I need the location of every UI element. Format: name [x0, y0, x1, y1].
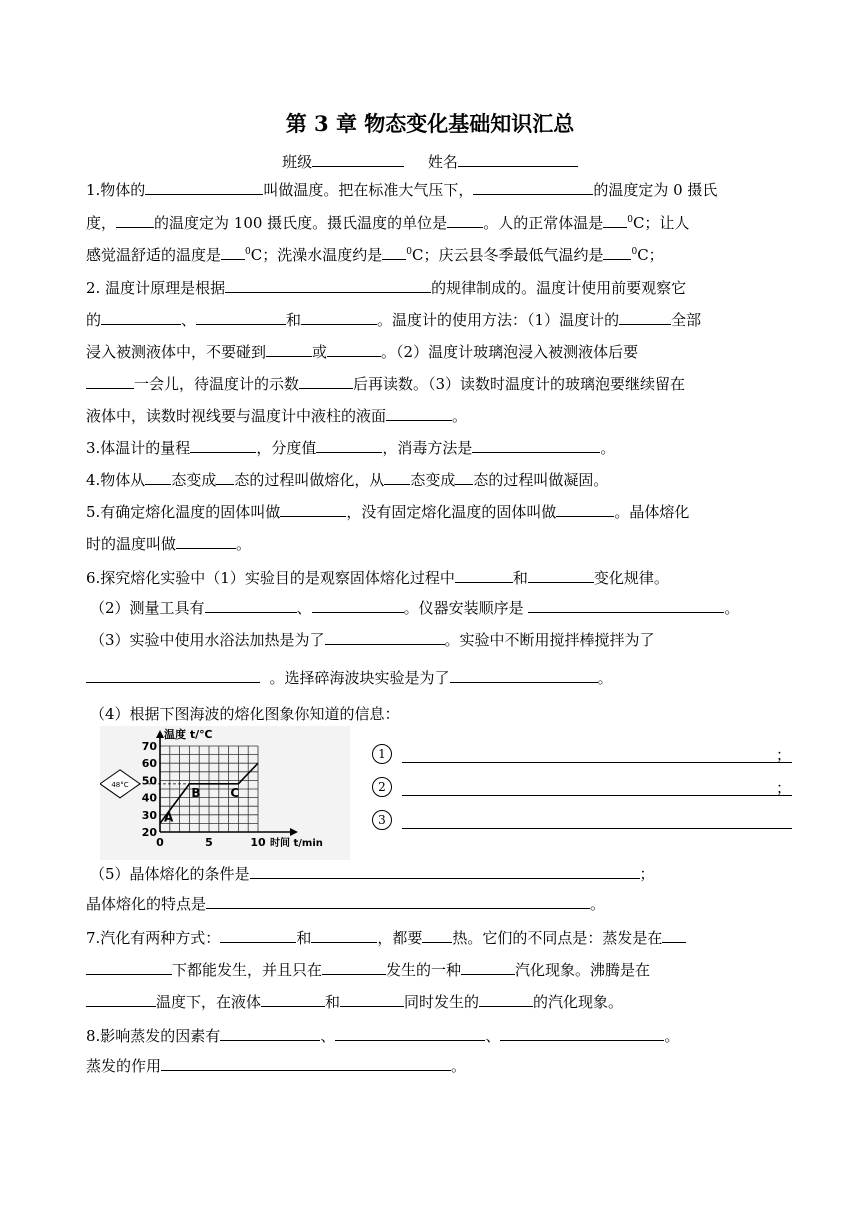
q7-text-e: 下都能发生，并且只在: [172, 961, 323, 979]
q1-text-j: C；庆云县冬季最低气温约是: [411, 246, 604, 264]
blank[interactable]: [500, 1024, 664, 1041]
blank[interactable]: [225, 276, 431, 293]
blank[interactable]: [220, 1024, 320, 1041]
page-title: 第 3 章 物态变化基础知识汇总: [285, 111, 575, 136]
q4-text-c: 态的过程叫做熔化，从: [234, 471, 385, 489]
q3-text-a: 3.体温计的量程: [86, 439, 191, 457]
blank[interactable]: [327, 340, 381, 357]
degree-mark: 0: [406, 247, 412, 257]
q1-text-i: C；洗澡水温度约是: [250, 246, 383, 264]
blank[interactable]: [479, 990, 533, 1007]
blank[interactable]: [340, 990, 404, 1007]
q5-text-d: 时的温度叫做: [86, 535, 177, 553]
q6-text-g: 。: [724, 599, 740, 617]
blank[interactable]: [603, 243, 631, 260]
degree-mark: 0: [631, 247, 638, 257]
q7-line2: [86, 958, 650, 980]
q1-text-b: 叫做温度。把在标准大气压下，: [263, 181, 474, 199]
q2-line4: [86, 372, 685, 394]
y-tick-label: 70: [141, 740, 157, 753]
q7-text-f: 发生的一种: [386, 961, 462, 979]
degree-mark: 0: [245, 247, 251, 257]
q6-text-n: ；: [639, 865, 655, 883]
class-label: 班级: [282, 153, 313, 171]
blank[interactable]: [250, 862, 640, 879]
q5-line1: [86, 500, 689, 522]
answer-line-1[interactable]: [402, 761, 792, 763]
q8-text-d: 。: [664, 1027, 680, 1045]
q6-text-f: 。仪器安装顺序是: [403, 599, 524, 617]
q6-line7: [86, 892, 605, 914]
blank[interactable]: [461, 958, 515, 975]
q5-text-a: 5.有确定熔化温度的固体叫做: [86, 503, 281, 521]
y-tick-label: 40: [141, 791, 157, 805]
q2-text-g: 全部: [671, 311, 702, 329]
q6-text-h: （3）实验中使用水浴法加热是为了: [90, 631, 325, 649]
blank[interactable]: [528, 566, 594, 583]
q7-text-k: 的汽化现象。: [533, 993, 624, 1011]
blank[interactable]: [145, 468, 171, 485]
q7-text-b: 和: [296, 929, 312, 947]
q2-text-a: 2. 温度计原理是根据: [86, 279, 226, 297]
q6-text-j: 。选择碎海波块实验是为了: [269, 669, 450, 687]
q6-text-o: 晶体熔化的特点是: [86, 895, 207, 913]
blank[interactable]: [86, 372, 134, 389]
blank[interactable]: [266, 340, 312, 357]
q8-text-b: 、: [320, 1027, 336, 1045]
blank[interactable]: [662, 926, 686, 943]
q1-text-e: 的温度定为 100 摄氏度。摄氏温度的单位是: [154, 214, 448, 232]
class-name-row: [0, 150, 860, 172]
q8-text-a: 8.影响蒸发的因素有: [86, 1027, 221, 1045]
blank[interactable]: [455, 566, 513, 583]
q1-line2: [86, 210, 689, 233]
q1-text-d: 度，: [86, 214, 117, 232]
q6-line4: [86, 666, 613, 688]
blank[interactable]: [386, 404, 452, 421]
q5-text-c: 。晶体熔化: [614, 503, 690, 521]
q7-line1: [86, 926, 686, 948]
blank[interactable]: [196, 308, 286, 325]
blank[interactable]: [190, 436, 256, 453]
q6-text-e: 、: [296, 599, 312, 617]
blank[interactable]: [455, 468, 473, 485]
q6-text-l: （4）根据下图海波的熔化图象你知道的信息：: [90, 705, 400, 723]
q6-line5: [90, 704, 400, 724]
q6-text-m: （5）晶体熔化的条件是: [90, 865, 250, 883]
q2-text-h: 浸入被测液体中，不要碰到: [86, 343, 267, 361]
q2-text-m: 液体中，读数时视线要与温度计中液柱的液面: [86, 407, 387, 425]
answer-line-2[interactable]: [402, 794, 792, 796]
q6-line1: [86, 566, 669, 588]
blank[interactable]: [473, 178, 593, 195]
q3-text-d: 。: [600, 439, 616, 457]
blank[interactable]: [161, 1054, 451, 1071]
q2-text-j: 。（2）温度计玻璃泡浸入被测液体后要: [381, 343, 639, 361]
q7-line3: [86, 990, 623, 1012]
class-blank[interactable]: [312, 150, 404, 167]
q7-text-i: 和: [325, 993, 341, 1011]
blank[interactable]: [335, 1024, 485, 1041]
q8-line1: [86, 1024, 679, 1046]
q7-text-g: 汽化现象。沸腾是在: [515, 961, 651, 979]
q3-line: [86, 436, 615, 458]
q3-text-b: ，分度值: [256, 439, 317, 457]
q8-text-f: 。: [451, 1057, 467, 1075]
q1-line1: [86, 178, 717, 200]
blank[interactable]: [603, 211, 627, 228]
q4-text-d: 态变成: [410, 471, 456, 489]
blank[interactable]: [216, 468, 234, 485]
blank[interactable]: [145, 178, 263, 195]
x-tick-label: 10: [250, 836, 266, 849]
q4-line: [86, 468, 608, 490]
q6-text-k: 。: [597, 669, 613, 687]
y-tick-label: 50: [141, 774, 157, 788]
q6-text-b: 和: [512, 569, 528, 587]
blank[interactable]: [280, 500, 346, 517]
blank[interactable]: [176, 532, 236, 549]
q5-text-e: 。: [236, 535, 252, 553]
blank[interactable]: [205, 596, 297, 613]
blank[interactable]: [86, 958, 172, 975]
blank[interactable]: [312, 596, 404, 613]
q7-text-a: 7.汽化有两种方式：: [86, 929, 221, 947]
y-tick-label: 30: [141, 808, 157, 822]
q3-text-c: ，消毒方法是: [382, 439, 473, 457]
blank[interactable]: [86, 990, 156, 1007]
blank[interactable]: [299, 372, 353, 389]
q6-line3: [90, 628, 655, 650]
q2-line3: [86, 340, 638, 362]
q8-text-c: 、: [485, 1027, 501, 1045]
blank[interactable]: [382, 243, 406, 260]
blank[interactable]: [301, 308, 377, 325]
blank[interactable]: [86, 666, 260, 683]
q5-text-b: ，没有固定熔化温度的固体叫做: [346, 503, 557, 521]
blank[interactable]: [472, 436, 600, 453]
blank[interactable]: [316, 436, 382, 453]
y-tick-label: 60: [141, 757, 157, 771]
q1-text-f: 。人的正常体温是: [483, 214, 604, 232]
q6-line6: [90, 862, 655, 884]
semicolon-2: ；: [776, 779, 792, 797]
q2-text-d: 、: [181, 311, 197, 329]
point-label: C: [230, 785, 240, 800]
blank[interactable]: [221, 243, 245, 260]
blank[interactable]: [101, 308, 181, 325]
blank[interactable]: [450, 666, 598, 683]
point-label: A: [164, 810, 174, 825]
blank[interactable]: [619, 308, 671, 325]
blank[interactable]: [116, 211, 154, 228]
callout-label: 48°C: [111, 780, 129, 789]
blank[interactable]: [422, 926, 452, 943]
blank[interactable]: [322, 958, 386, 975]
q5-line2: [86, 532, 251, 554]
answer-line-3[interactable]: [402, 827, 792, 829]
blank[interactable]: [261, 990, 325, 1007]
blank[interactable]: [206, 892, 590, 909]
q2-text-b: 的规律制成的。温度计使用前要观察它: [431, 279, 687, 297]
degree-mark: 0: [627, 215, 633, 225]
q2-text-n: 。: [452, 407, 468, 425]
q8-line2: [86, 1054, 466, 1076]
name-label: 姓名: [427, 153, 458, 171]
q2-line1: [86, 276, 686, 298]
q6-line2: [90, 596, 739, 618]
blank[interactable]: [384, 468, 410, 485]
q2-text-c: 的: [86, 311, 102, 329]
q8-text-e: 蒸发的作用: [86, 1057, 162, 1075]
q1-text-c: 的温度定为 0 摄氏: [593, 181, 718, 199]
q2-line2: [86, 308, 701, 330]
q6-text-a: 6.探究熔化实验中（1）实验目的是观察固体熔化过程中: [86, 569, 455, 587]
item-number-3: 3: [372, 810, 392, 830]
blank[interactable]: [325, 628, 445, 645]
x-tick-label: 5: [205, 836, 213, 849]
blank[interactable]: [220, 926, 296, 943]
q7-text-h: 温度下，在液体: [156, 993, 262, 1011]
q2-text-k: 一会儿，待温度计的示数: [134, 375, 300, 393]
semicolon-1: ；: [776, 746, 792, 764]
q2-line5: [86, 404, 467, 426]
q4-text-a: 4.物体从: [86, 471, 146, 489]
item-number-1: 1: [372, 744, 392, 764]
q2-text-e: 和: [286, 311, 302, 329]
q6-text-d: （2）测量工具有: [90, 599, 205, 617]
blank[interactable]: [528, 596, 724, 613]
q1-text-g: C；让人: [632, 214, 690, 232]
q4-text-e: 态的过程叫做凝固。: [473, 471, 609, 489]
q6-text-p: 。: [590, 895, 606, 913]
y-tick-label: 20: [141, 826, 157, 839]
point-label: B: [191, 785, 201, 800]
blank[interactable]: [447, 211, 483, 228]
q1-line3: [86, 242, 664, 265]
blank[interactable]: [556, 500, 614, 517]
item-number-2: 2: [372, 777, 392, 797]
name-blank[interactable]: [458, 150, 578, 167]
q6-text-i: 。实验中不断用搅拌棒搅拌为了: [444, 631, 655, 649]
q7-text-d: 热。它们的不同点是：蒸发是在: [452, 929, 663, 947]
q1-text-k: C；: [637, 246, 664, 264]
blank[interactable]: [311, 926, 377, 943]
x-axis-label: 时间 t/min: [270, 838, 323, 849]
q1-text-a: 1.物体的: [86, 181, 146, 199]
x-tick-label: 0: [156, 836, 164, 849]
q2-text-l: 后再读数。（3）读数时温度计的玻璃泡要继续留在: [353, 375, 686, 393]
q2-text-f: 。温度计的使用方法：（1）温度计的: [377, 311, 620, 329]
melting-chart: [100, 726, 350, 860]
q6-text-c: 变化规律。: [593, 569, 669, 587]
q7-text-j: 同时发生的: [404, 993, 480, 1011]
q2-text-i: 或: [312, 343, 328, 361]
q4-text-b: 态变成: [171, 471, 217, 489]
q7-text-c: ，都要: [377, 929, 423, 947]
y-axis-label: 温度 t/℃: [164, 728, 213, 741]
q1-text-h: 感觉温舒适的温度是: [86, 246, 222, 264]
